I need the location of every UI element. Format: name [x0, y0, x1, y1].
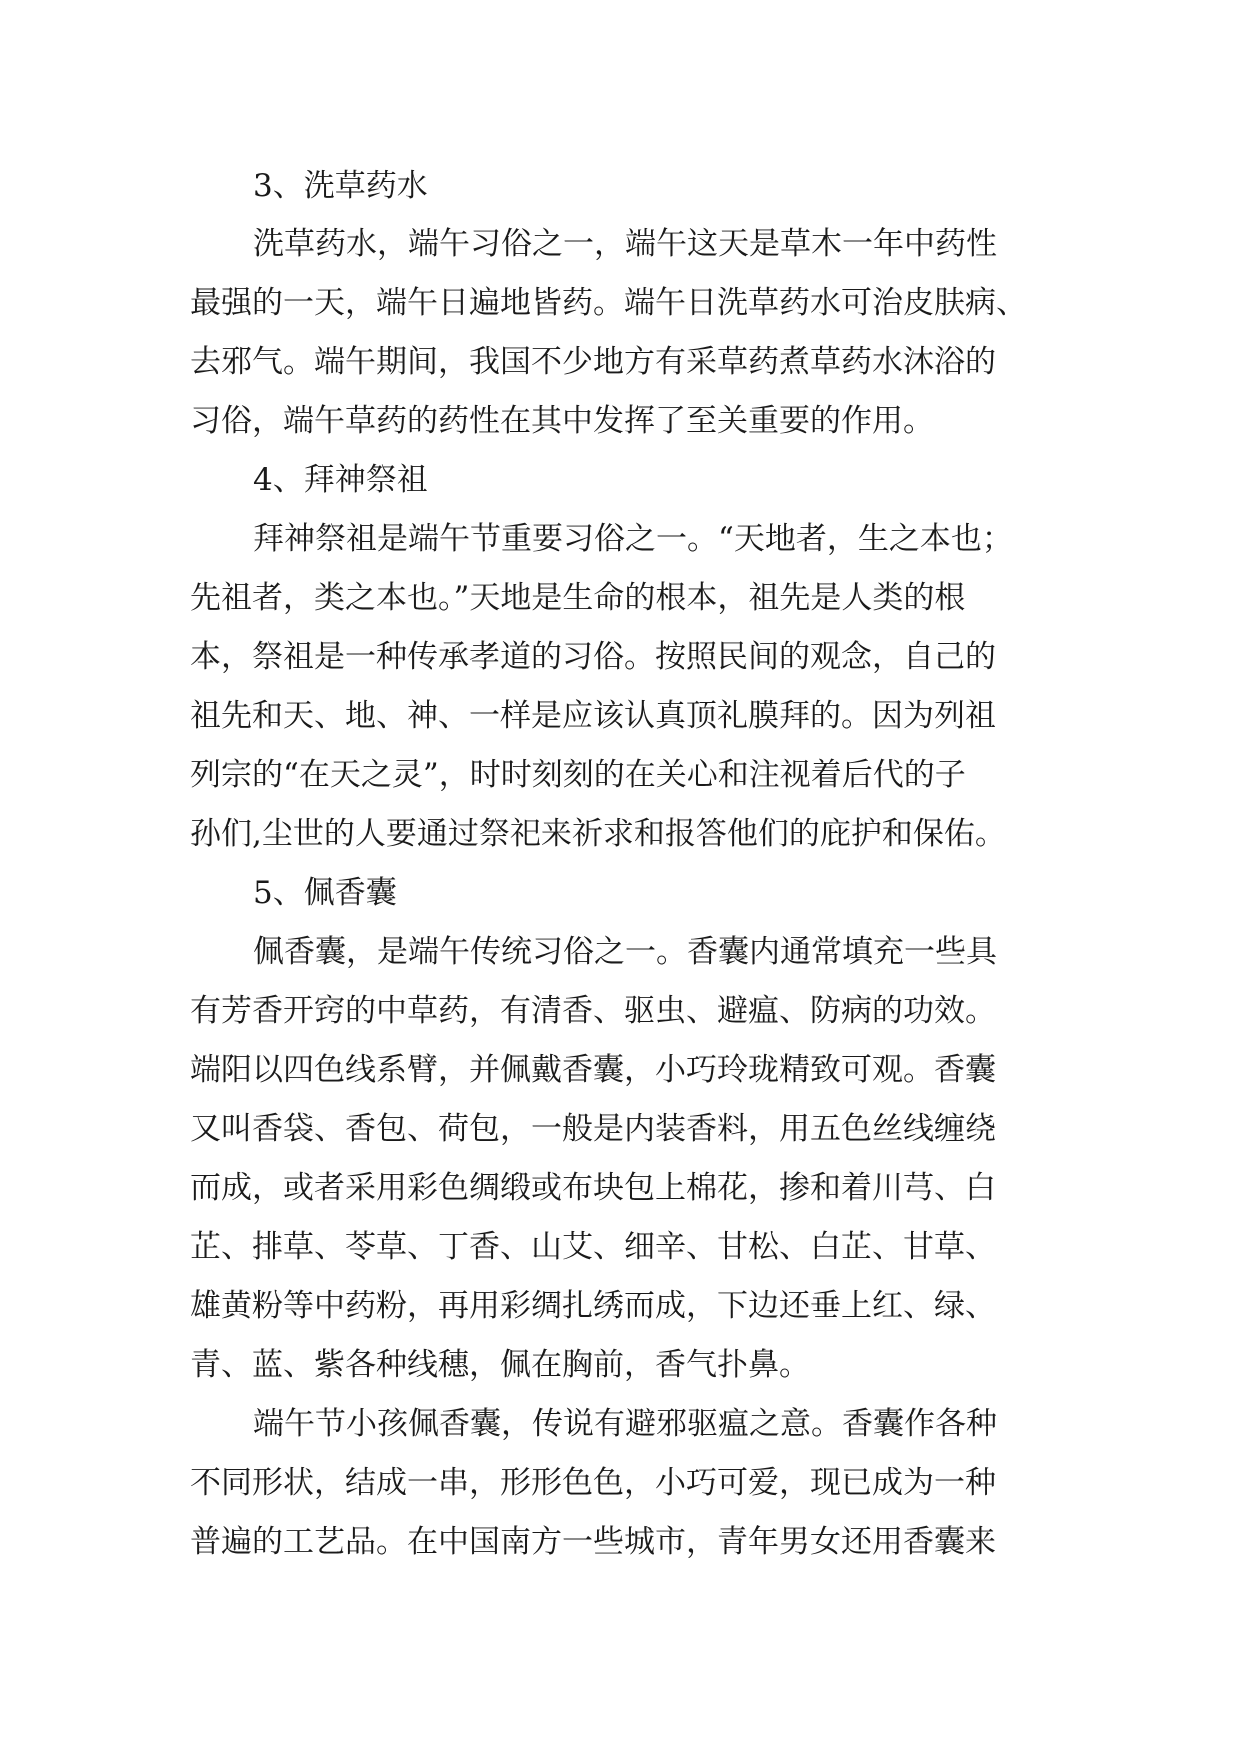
section5-paragraph-line: 青、蓝、紫各种线穗，佩在胸前，香气扑鼻。: [190, 1347, 810, 1383]
section5-paragraph2-line: 不同形状，结成一串，形形色色，小巧可爱，现已成为一种: [190, 1465, 996, 1501]
section4-paragraph-line: 先祖者，类之本也。”天地是生命的根本，祖先是人类的根: [190, 580, 966, 616]
section3-paragraph-line: 去邪气。端午期间，我国不少地方有采草药煮草药水沐浴的: [190, 344, 996, 380]
section4-paragraph-line: 孙们,尘世的人要通过祭祀来祈求和报答他们的庇护和保佑。: [190, 816, 1006, 852]
section4-paragraph-line: 拜神祭祖是端午节重要习俗之一。“天地者，生之本也；: [253, 521, 1013, 557]
section4-paragraph-line: 本，祭祖是一种传承孝道的习俗。按照民间的观念，自己的: [190, 639, 996, 675]
section5-paragraph-line: 有芳香开窍的中草药，有清香、驱虫、避瘟、防病的功效。: [190, 993, 996, 1029]
section5-paragraph-line: 而成，或者采用彩色绸缎或布块包上棉花，掺和着川芎、白: [190, 1170, 996, 1206]
section-heading-4: 4、拜神祭祖: [253, 462, 428, 498]
section5-paragraph2-line: 端午节小孩佩香囊，传说有避邪驱瘟之意。香囊作各种: [253, 1406, 997, 1442]
section5-paragraph-line: 雄黄粉等中药粉，再用彩绸扎绣而成，下边还垂上红、绿、: [190, 1288, 996, 1324]
section5-paragraph-line: 端阳以四色线系臂，并佩戴香囊，小巧玲珑精致可观。香囊: [190, 1052, 996, 1088]
section4-paragraph-line: 祖先和天、地、神、一样是应该认真顶礼膜拜的。因为列祖: [190, 698, 996, 734]
section-heading-5: 5、佩香囊: [253, 875, 397, 911]
section3-paragraph-line: 洗草药水，端午习俗之一，端午这天是草木一年中药性: [253, 226, 997, 262]
section-heading-3: 3、洗草药水: [253, 168, 428, 204]
section4-paragraph-line: 列宗的“在天之灵”，时时刻刻的在关心和注视着后代的子: [190, 757, 966, 793]
section3-paragraph-line: 习俗，端午草药的药性在其中发挥了至关重要的作用。: [190, 403, 934, 439]
section5-paragraph-line: 芷、排草、苓草、丁香、山艾、细辛、甘松、白芷、甘草、: [190, 1229, 996, 1265]
section3-paragraph-line: 最强的一天，端午日遍地皆药。端午日洗草药水可治皮肤病、: [190, 285, 1027, 321]
section5-paragraph-line: 又叫香袋、香包、荷包，一般是内装香料，用五色丝线缠绕: [190, 1111, 996, 1147]
section5-paragraph-line: 佩香囊，是端午传统习俗之一。香囊内通常填充一些具: [253, 934, 997, 970]
section5-paragraph2-line: 普遍的工艺品。在中国南方一些城市，青年男女还用香囊来: [190, 1524, 996, 1560]
